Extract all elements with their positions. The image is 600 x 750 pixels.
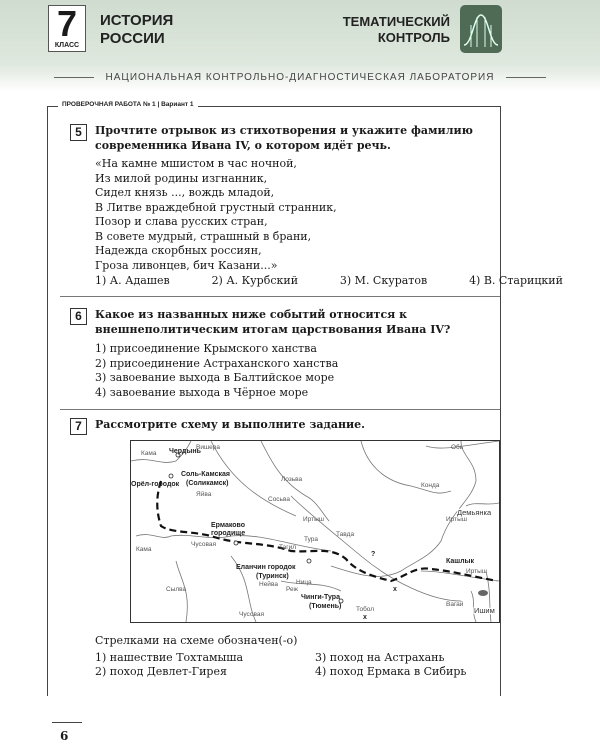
map-town-label: городище — [211, 530, 246, 537]
work-label: ПРОВЕРОЧНАЯ РАБОТА № 1 | Вариант 1 — [58, 101, 198, 108]
map-river-label: Иртыш — [446, 516, 468, 523]
series-title — [343, 14, 450, 46]
map-town-label: Кашлык — [446, 558, 475, 565]
map-river-label: Ница — [296, 579, 312, 586]
map-river-label: Сылва — [166, 586, 187, 593]
map-river-label: Ишим — [474, 606, 495, 615]
question-7-answers — [95, 634, 515, 680]
map-river-label: Иртыш — [466, 568, 488, 575]
poem-line: Позор и слава русских стран, — [95, 215, 268, 228]
grade-label: КЛАСС — [54, 42, 80, 49]
grade-badge — [48, 5, 86, 52]
poem-line: Надежда скорбных россиян, — [95, 244, 262, 257]
question-text: Рассмотрите схему и выполните задание. — [95, 418, 365, 431]
poem-line: Из милой родины изгнанник, — [95, 171, 268, 185]
map-river-label: Нейва — [259, 581, 278, 588]
map-river-label: Вишера — [196, 444, 221, 451]
map-mark: ? — [371, 551, 376, 558]
subject-line-1: ИСТОРИЯ — [100, 12, 174, 29]
map-mark: x — [393, 586, 397, 593]
answer-option[interactable]: 4) В. Старицкий — [469, 274, 563, 287]
question-text: Прочтите отрывок из стихотворения и укажите фамилию современника Ивана IV, о котором идёт речь. — [95, 124, 473, 152]
map-river-label: Тобол — [356, 606, 375, 613]
question-text: Какое из названных ниже событий относится к внешнеполитическим итогам царствования Ивана IV? — [95, 308, 451, 336]
answer-option[interactable]: 1) А. Адашев — [95, 274, 170, 287]
map-river-label: Сосьва — [268, 496, 290, 503]
map-river-label: Тура — [304, 536, 319, 543]
answer-option[interactable]: 2) присоединение Астраханского ханства — [95, 356, 339, 370]
map-river-label: Кама — [141, 450, 157, 457]
map-river-label: Яйва — [196, 491, 212, 498]
map-river-label: Тавда — [336, 531, 355, 538]
map-town-label: Орёл-городок — [131, 481, 180, 488]
answer-option[interactable]: 3) поход на Астрахань — [315, 650, 445, 664]
map-town-label: Чердынь — [169, 448, 201, 455]
map-town-label: Чинги-Тура — [301, 594, 340, 601]
divider — [60, 296, 500, 297]
publisher-line: НАЦИОНАЛЬНАЯ КОНТРОЛЬНО-ДИАГНОСТИЧЕСКАЯ ЛАБОРАТОРИЯ — [0, 72, 600, 83]
poem — [95, 157, 337, 273]
question-number: 7 — [70, 418, 87, 435]
poem-line: «На камне мшистом в час ночной, — [95, 157, 297, 170]
map-mark: x — [363, 614, 367, 621]
map-river-label: Реж — [286, 586, 298, 593]
map-town-label: (Туринск) — [256, 573, 289, 580]
answer-option[interactable]: 2) А. Курбский — [211, 274, 299, 287]
map-town-label: (Тюмень) — [309, 603, 342, 610]
answer-option[interactable]: 1) присоединение Крымского ханства — [95, 342, 317, 355]
divider — [60, 409, 500, 410]
answer-option[interactable]: 3) М. Скуратов — [339, 274, 428, 287]
map-river-label: Кама — [136, 546, 152, 553]
map-river-label: Обь — [451, 444, 464, 451]
page-number-rule — [52, 722, 82, 723]
answer-options — [95, 274, 563, 289]
question-number: 5 — [70, 124, 87, 141]
series-line-2: КОНТРОЛЬ — [377, 30, 450, 45]
poem-line: В Литве враждебной грустный странник, — [95, 200, 337, 214]
answer-option[interactable]: 2) поход Девлет-Гирея — [95, 665, 227, 678]
page-header — [0, 0, 600, 92]
poem-line: Сидел князь ..., вождь младой, — [95, 186, 275, 199]
answer-option[interactable]: 3) завоевание выхода в Балтийское море — [95, 371, 335, 384]
map-town-label: Соль-Камская — [181, 471, 230, 478]
answer-option[interactable]: 1) нашествие Тохтамыша — [95, 650, 244, 664]
map-town-label: Еланчин городок — [236, 564, 296, 571]
subject-line-2: РОССИИ — [100, 30, 165, 47]
answer-option[interactable]: 4) поход Ермака в Сибирь — [315, 665, 467, 678]
map-river-label: Демьянка — [457, 508, 492, 517]
grade-number: 7 — [56, 3, 78, 44]
question-number: 6 — [70, 308, 87, 325]
map-river-label: Тагил — [279, 544, 297, 551]
answer-options — [95, 342, 338, 400]
map-river-label: Лозьва — [281, 476, 303, 483]
map-town-label: (Соликамск) — [186, 480, 229, 487]
map-river-label: Чусовая — [191, 541, 216, 548]
map-ermak-campaign — [130, 440, 500, 623]
map-river-label: Чусовая — [239, 611, 264, 618]
series-line-1: ТЕМАТИЧЕСКИЙ — [342, 14, 450, 29]
answer-options — [95, 651, 515, 680]
map-river-label: Вагай — [446, 601, 464, 608]
bell-curve-logo-icon — [460, 5, 502, 53]
map-river-label: Конда — [421, 482, 440, 489]
poem-line: В совете мудрый, страшный в брани, — [95, 229, 312, 243]
map-town-label: Ермаково — [211, 522, 246, 529]
answer-option[interactable]: 4) завоевание выхода в Чёрное море — [95, 385, 309, 399]
subject-title — [100, 12, 173, 48]
question-prompt: Стрелками на схеме обозначен(-о) — [95, 634, 298, 647]
map-river-label: Иртыш — [303, 516, 325, 523]
poem-line: Гроза ливонцев, бич Казани...» — [95, 258, 278, 272]
page-number: 6 — [60, 729, 69, 743]
